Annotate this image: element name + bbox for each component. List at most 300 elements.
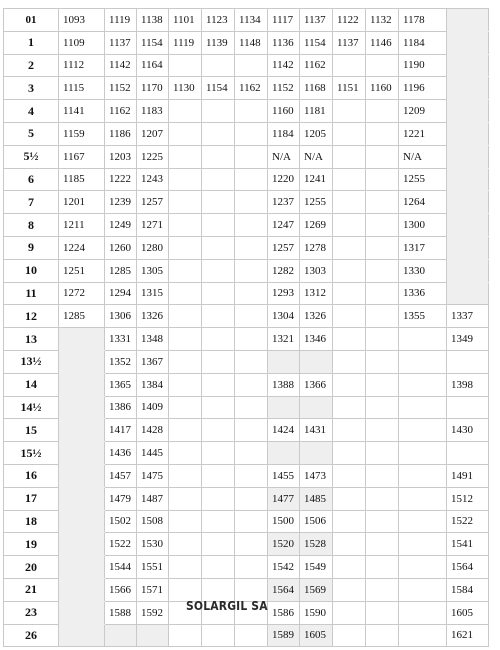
table-cell xyxy=(447,100,489,123)
table-cell: 1590 xyxy=(300,601,333,624)
table-cell xyxy=(202,533,235,556)
table-cell: 1304 xyxy=(268,305,300,328)
table-cell xyxy=(59,624,105,647)
table-cell xyxy=(202,305,235,328)
table-row xyxy=(4,77,489,100)
table-cell: 1271 xyxy=(137,214,169,237)
table-cell: 1352 xyxy=(105,350,137,373)
table-cell xyxy=(333,419,366,442)
table-cell xyxy=(447,214,489,237)
table-cell xyxy=(235,373,268,396)
table-cell xyxy=(169,464,202,487)
table-cell: 1122 xyxy=(333,9,366,32)
table-cell xyxy=(59,350,105,373)
table-cell xyxy=(169,122,202,145)
table-cell: 1255 xyxy=(399,168,447,191)
table-cell: 1445 xyxy=(137,442,169,465)
table-cell xyxy=(202,259,235,282)
table-cell xyxy=(366,556,399,579)
table-cell xyxy=(447,122,489,145)
table-cell xyxy=(235,464,268,487)
table-cell xyxy=(333,100,366,123)
table-cell: N/A xyxy=(399,145,447,168)
table-cell xyxy=(333,191,366,214)
table-cell: 1205 xyxy=(300,122,333,145)
table-cell xyxy=(399,510,447,533)
row-key-cell: 1 xyxy=(4,31,59,54)
table-cell: 1541 xyxy=(447,533,489,556)
row-key-cell: 12 xyxy=(4,305,59,328)
table-cell: 1139 xyxy=(202,31,235,54)
table-cell: 1196 xyxy=(399,77,447,100)
table-cell: N/A xyxy=(268,145,300,168)
table-cell xyxy=(235,556,268,579)
table-cell: 1115 xyxy=(59,77,105,100)
table-cell xyxy=(202,624,235,647)
table-cell xyxy=(59,464,105,487)
table-cell xyxy=(59,396,105,419)
table-cell xyxy=(169,328,202,351)
table-row xyxy=(4,259,489,282)
table-cell: 1211 xyxy=(59,214,105,237)
table-cell: 1508 xyxy=(137,510,169,533)
table-cell: 1502 xyxy=(105,510,137,533)
table-cell xyxy=(366,396,399,419)
table-cell xyxy=(333,328,366,351)
table-cell: 1605 xyxy=(300,624,333,647)
table-cell xyxy=(366,305,399,328)
table-cell xyxy=(333,624,366,647)
table-row xyxy=(4,350,489,373)
table-row xyxy=(4,54,489,77)
table-cell xyxy=(137,624,169,647)
table-cell: 1331 xyxy=(105,328,137,351)
table-cell xyxy=(169,145,202,168)
table-cell xyxy=(333,122,366,145)
table-cell xyxy=(235,442,268,465)
table-row xyxy=(4,305,489,328)
table-row xyxy=(4,191,489,214)
table-cell xyxy=(447,168,489,191)
table-cell: 1269 xyxy=(300,214,333,237)
table-cell: 1294 xyxy=(105,282,137,305)
table-cell xyxy=(169,442,202,465)
table-cell: 1349 xyxy=(447,328,489,351)
table-cell xyxy=(399,578,447,601)
table-cell: 1280 xyxy=(137,236,169,259)
table-cell: 1386 xyxy=(105,396,137,419)
table-cell xyxy=(333,236,366,259)
table-cell: 1491 xyxy=(447,464,489,487)
table-cell: 1300 xyxy=(399,214,447,237)
table-cell xyxy=(399,350,447,373)
table-row xyxy=(4,31,489,54)
table-cell xyxy=(169,624,202,647)
table-cell xyxy=(235,282,268,305)
table-cell: 1321 xyxy=(268,328,300,351)
table-cell xyxy=(399,396,447,419)
table-cell: 1184 xyxy=(268,122,300,145)
table-cell: 1586 xyxy=(268,601,300,624)
table-cell: 1146 xyxy=(366,31,399,54)
table-cell: 1130 xyxy=(169,77,202,100)
table-cell: 1457 xyxy=(105,464,137,487)
table-cell xyxy=(169,487,202,510)
table-row xyxy=(4,419,489,442)
table-cell: 1588 xyxy=(105,601,137,624)
table-cell xyxy=(59,373,105,396)
table-cell xyxy=(169,54,202,77)
row-key-cell: 13½ xyxy=(4,350,59,373)
table-cell xyxy=(202,556,235,579)
row-key-cell: 20 xyxy=(4,556,59,579)
table-row xyxy=(4,556,489,579)
table-cell xyxy=(202,487,235,510)
table-cell xyxy=(399,533,447,556)
table-cell: 1384 xyxy=(137,373,169,396)
table-cell: 1330 xyxy=(399,259,447,282)
table-cell xyxy=(202,168,235,191)
table-row xyxy=(4,122,489,145)
table-cell xyxy=(447,31,489,54)
table-cell: 1190 xyxy=(399,54,447,77)
table-cell xyxy=(235,624,268,647)
table-cell xyxy=(235,145,268,168)
table-cell xyxy=(202,54,235,77)
table-cell: 1251 xyxy=(59,259,105,282)
table-cell: 1487 xyxy=(137,487,169,510)
data-table xyxy=(3,8,489,647)
table-cell xyxy=(333,305,366,328)
table-cell: 1225 xyxy=(137,145,169,168)
table-cell xyxy=(366,214,399,237)
table-cell: 1142 xyxy=(105,54,137,77)
table-cell: 1185 xyxy=(59,168,105,191)
table-cell xyxy=(333,145,366,168)
table-cell xyxy=(235,236,268,259)
table-cell: 1317 xyxy=(399,236,447,259)
table-cell xyxy=(399,419,447,442)
table-cell xyxy=(235,350,268,373)
table-cell: 1132 xyxy=(366,9,399,32)
table-cell: 1264 xyxy=(399,191,447,214)
table-cell xyxy=(366,350,399,373)
table-cell: 1181 xyxy=(300,100,333,123)
table-cell: 1237 xyxy=(268,191,300,214)
table-cell xyxy=(202,145,235,168)
table-cell: 1564 xyxy=(447,556,489,579)
table-cell: 1473 xyxy=(300,464,333,487)
table-cell xyxy=(300,350,333,373)
table-row xyxy=(4,533,489,556)
table-cell xyxy=(268,396,300,419)
table-cell: 1285 xyxy=(59,305,105,328)
table-cell: 1255 xyxy=(300,191,333,214)
table-cell xyxy=(447,282,489,305)
table-cell: 1137 xyxy=(105,31,137,54)
table-cell: 1551 xyxy=(137,556,169,579)
table-cell xyxy=(333,350,366,373)
table-cell xyxy=(366,464,399,487)
table-cell: 1512 xyxy=(447,487,489,510)
table-row xyxy=(4,396,489,419)
table-cell xyxy=(59,510,105,533)
row-key-cell: 15½ xyxy=(4,442,59,465)
table-cell: 1355 xyxy=(399,305,447,328)
table-cell: 1178 xyxy=(399,9,447,32)
row-key-cell: 15 xyxy=(4,419,59,442)
table-cell: 1141 xyxy=(59,100,105,123)
row-key-cell: 8 xyxy=(4,214,59,237)
table-cell xyxy=(59,442,105,465)
table-cell: 1257 xyxy=(268,236,300,259)
table-cell: 1220 xyxy=(268,168,300,191)
row-key-cell: 11 xyxy=(4,282,59,305)
table-cell: 1209 xyxy=(399,100,447,123)
table-cell: N/A xyxy=(300,145,333,168)
table-cell xyxy=(169,350,202,373)
table-row xyxy=(4,464,489,487)
watermark-text: SOLARGIL SA xyxy=(186,598,268,613)
table-cell: 1137 xyxy=(300,9,333,32)
table-cell xyxy=(447,191,489,214)
table-cell xyxy=(59,556,105,579)
table-cell: 1164 xyxy=(137,54,169,77)
table-cell: 1592 xyxy=(137,601,169,624)
row-key-cell: 3 xyxy=(4,77,59,100)
table-cell xyxy=(169,533,202,556)
table-cell xyxy=(366,54,399,77)
table-cell: 1152 xyxy=(268,77,300,100)
table-cell: 1485 xyxy=(300,487,333,510)
row-key-cell: 4 xyxy=(4,100,59,123)
table-row xyxy=(4,510,489,533)
table-row xyxy=(4,442,489,465)
table-cell xyxy=(366,533,399,556)
row-key-cell: 14½ xyxy=(4,396,59,419)
table-cell xyxy=(202,236,235,259)
row-key-cell: 6 xyxy=(4,168,59,191)
table-cell: 1337 xyxy=(447,305,489,328)
table-row xyxy=(4,624,489,647)
table-cell xyxy=(399,442,447,465)
table-cell xyxy=(366,578,399,601)
table-cell xyxy=(366,122,399,145)
table-cell xyxy=(59,328,105,351)
table-cell xyxy=(333,578,366,601)
table-cell xyxy=(333,601,366,624)
table-cell: 1167 xyxy=(59,145,105,168)
table-cell xyxy=(169,305,202,328)
table-cell xyxy=(366,259,399,282)
table-cell xyxy=(366,510,399,533)
table-cell: 1221 xyxy=(399,122,447,145)
table-cell xyxy=(235,122,268,145)
table-cell: 1101 xyxy=(169,9,202,32)
table-cell: 1119 xyxy=(105,9,137,32)
table-cell: 1326 xyxy=(137,305,169,328)
table-cell: 1417 xyxy=(105,419,137,442)
table-cell xyxy=(202,510,235,533)
table-cell: 1148 xyxy=(235,31,268,54)
table-cell: 1142 xyxy=(268,54,300,77)
table-cell xyxy=(333,464,366,487)
table-cell: 1241 xyxy=(300,168,333,191)
table-cell: 1528 xyxy=(300,533,333,556)
table-cell xyxy=(202,464,235,487)
table-cell xyxy=(202,350,235,373)
table-cell: 1162 xyxy=(300,54,333,77)
row-key-cell: 17 xyxy=(4,487,59,510)
table-cell: 1203 xyxy=(105,145,137,168)
table-cell xyxy=(333,487,366,510)
table-cell xyxy=(235,191,268,214)
table-cell: 1346 xyxy=(300,328,333,351)
table-cell xyxy=(447,77,489,100)
table-cell: 1136 xyxy=(268,31,300,54)
table-cell xyxy=(202,419,235,442)
table-cell: 1388 xyxy=(268,373,300,396)
table-cell xyxy=(235,487,268,510)
row-key-cell: 26 xyxy=(4,624,59,647)
table-cell: 1475 xyxy=(137,464,169,487)
table-cell: 1134 xyxy=(235,9,268,32)
table-cell: 1500 xyxy=(268,510,300,533)
row-key-cell: 21 xyxy=(4,578,59,601)
table-cell: 1621 xyxy=(447,624,489,647)
table-cell xyxy=(59,601,105,624)
table-row xyxy=(4,9,489,32)
table-row xyxy=(4,487,489,510)
table-cell xyxy=(169,556,202,579)
table-cell: 1184 xyxy=(399,31,447,54)
table-cell xyxy=(447,396,489,419)
table-cell xyxy=(366,282,399,305)
table-cell: 1436 xyxy=(105,442,137,465)
table-cell: 1522 xyxy=(447,510,489,533)
table-cell xyxy=(366,442,399,465)
table-row xyxy=(4,168,489,191)
table-cell: 1589 xyxy=(268,624,300,647)
table-cell: 1162 xyxy=(235,77,268,100)
table-row xyxy=(4,236,489,259)
table-cell xyxy=(399,373,447,396)
table-cell: 1282 xyxy=(268,259,300,282)
table-cell: 1160 xyxy=(366,77,399,100)
table-cell xyxy=(447,350,489,373)
row-key-cell: 01 xyxy=(4,9,59,32)
table-cell: 1424 xyxy=(268,419,300,442)
table-cell xyxy=(169,236,202,259)
table-cell: 1520 xyxy=(268,533,300,556)
table-cell: 1138 xyxy=(137,9,169,32)
table-cell xyxy=(333,168,366,191)
table-cell xyxy=(366,328,399,351)
table-cell xyxy=(447,9,489,32)
table-cell xyxy=(202,442,235,465)
table-cell xyxy=(366,145,399,168)
table-cell xyxy=(333,556,366,579)
table-cell: 1201 xyxy=(59,191,105,214)
table-cell: 1542 xyxy=(268,556,300,579)
table-cell: 1272 xyxy=(59,282,105,305)
row-key-cell: 5 xyxy=(4,122,59,145)
row-key-cell: 16 xyxy=(4,464,59,487)
table-cell xyxy=(169,168,202,191)
table-cell: 1336 xyxy=(399,282,447,305)
table-cell xyxy=(235,168,268,191)
table-cell xyxy=(447,259,489,282)
table-cell xyxy=(447,145,489,168)
table-cell: 1522 xyxy=(105,533,137,556)
table-cell xyxy=(333,533,366,556)
table-row xyxy=(4,214,489,237)
row-key-cell: 23 xyxy=(4,601,59,624)
table-cell xyxy=(399,624,447,647)
table-cell: 1154 xyxy=(202,77,235,100)
table-cell: 1183 xyxy=(137,100,169,123)
table-cell xyxy=(366,168,399,191)
table-cell: 1207 xyxy=(137,122,169,145)
table-cell xyxy=(366,624,399,647)
row-key-cell: 2 xyxy=(4,54,59,77)
row-key-cell: 7 xyxy=(4,191,59,214)
table-cell: 1348 xyxy=(137,328,169,351)
table-cell xyxy=(268,442,300,465)
table-cell xyxy=(169,259,202,282)
table-cell xyxy=(202,282,235,305)
table-cell xyxy=(300,396,333,419)
table-cell: 1312 xyxy=(300,282,333,305)
table-cell: 1109 xyxy=(59,31,105,54)
table-row xyxy=(4,373,489,396)
table-cell xyxy=(333,214,366,237)
table-cell: 1123 xyxy=(202,9,235,32)
row-key-cell: 9 xyxy=(4,236,59,259)
table-cell xyxy=(333,373,366,396)
table-row xyxy=(4,145,489,168)
table-cell: 1239 xyxy=(105,191,137,214)
table-cell xyxy=(202,100,235,123)
table-cell: 1154 xyxy=(300,31,333,54)
table-cell xyxy=(235,54,268,77)
table-cell xyxy=(333,396,366,419)
table-cell xyxy=(366,236,399,259)
table-cell: 1366 xyxy=(300,373,333,396)
table-cell xyxy=(169,100,202,123)
table-cell: 1398 xyxy=(447,373,489,396)
table-cell: 1112 xyxy=(59,54,105,77)
table-cell: 1247 xyxy=(268,214,300,237)
table-cell: 1170 xyxy=(137,77,169,100)
table-cell xyxy=(59,578,105,601)
table-cell: 1159 xyxy=(59,122,105,145)
table-cell: 1549 xyxy=(300,556,333,579)
table-cell xyxy=(235,100,268,123)
table-cell: 1506 xyxy=(300,510,333,533)
table-cell xyxy=(399,601,447,624)
table-cell xyxy=(235,305,268,328)
row-key-cell: 10 xyxy=(4,259,59,282)
row-key-cell: 18 xyxy=(4,510,59,533)
table-cell xyxy=(399,487,447,510)
table-cell: 1544 xyxy=(105,556,137,579)
row-key-cell: 5½ xyxy=(4,145,59,168)
table-cell: 1477 xyxy=(268,487,300,510)
table-cell: 1530 xyxy=(137,533,169,556)
table-cell xyxy=(235,396,268,419)
table-cell: 1431 xyxy=(300,419,333,442)
